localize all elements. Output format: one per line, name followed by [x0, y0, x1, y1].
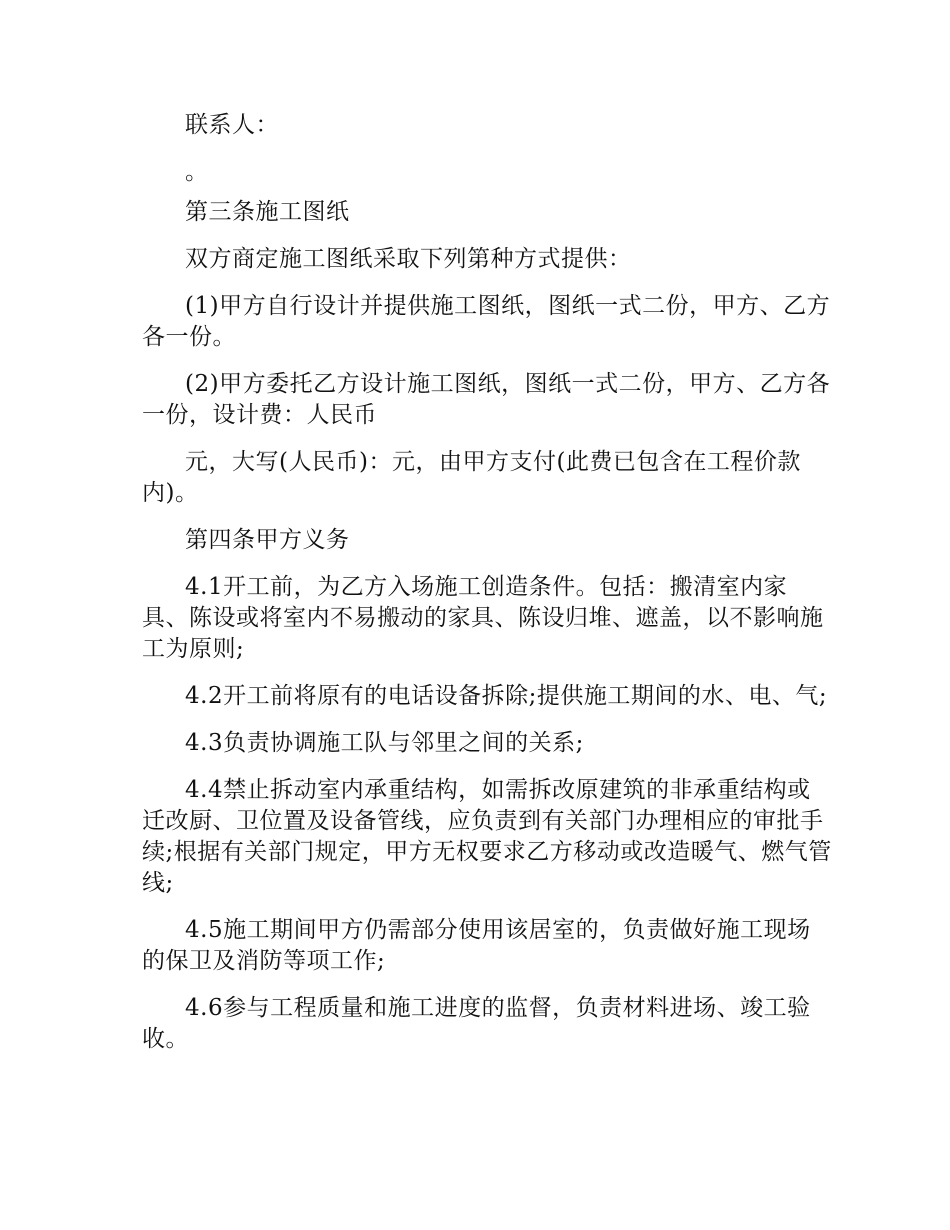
clause-4-1: 4.1开工前，为乙方入场施工创造条件。包括：搬清室内家具、陈设或将室内不易搬动的家具、陈设归堆、遮盖，以不影响施工为原则; — [142, 574, 824, 662]
article-3-heading: 第三条施工图纸 — [185, 199, 350, 225]
article-3-option-1: (1)甲方自行设计并提供施工图纸，图纸一式二份，甲方、乙方各一份。 — [142, 293, 831, 350]
document-body — [142, 110, 832, 1071]
clause-4-2: 4.2开工前将原有的电话设备拆除;提供施工期间的水、电、气; — [185, 683, 828, 709]
period-line: 。 — [185, 159, 209, 185]
clause-4-6: 4.6参与工程质量和施工进度的监督，负责材料进场、竣工验收。 — [142, 995, 811, 1052]
clause-4-3: 4.3负责协调施工队与邻里之间的关系; — [185, 730, 584, 756]
contact-person-line: 联系人： — [185, 112, 279, 138]
clause-4-4: 4.4禁止拆动室内承重结构，如需拆改原建筑的非承重结构或迁改厨、卫位置及设备管线，应负责到有关部门办理相应的审批手续;根据有关部门规定，甲方无权要求乙方移动或改造暖气、燃气管线; — [142, 777, 832, 896]
article-3-intro: 双方商定施工图纸采取下列第种方式提供： — [185, 246, 632, 272]
article-3-fee-line: 元，大写(人民币)：元，由甲方支付(此费已包含在工程价款内)。 — [142, 449, 801, 506]
article-3-option-2: (2)甲方委托乙方设计施工图纸，图纸一式二份，甲方、乙方各一份，设计费：人民币 — [142, 371, 831, 428]
article-4-heading: 第四条甲方义务 — [185, 527, 350, 553]
clause-4-5: 4.5施工期间甲方仍需部分使用该居室的，负责做好施工现场的保卫及消防等项工作; — [142, 917, 811, 974]
